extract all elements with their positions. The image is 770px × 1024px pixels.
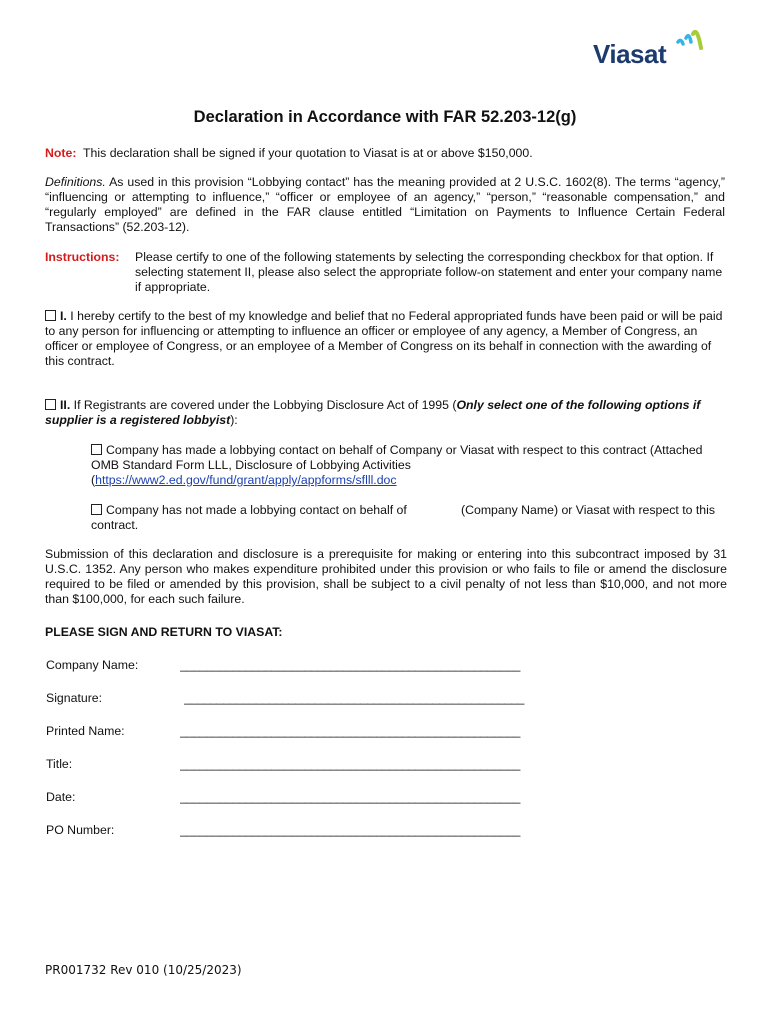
option-b-text-end: contract. (91, 518, 139, 532)
statement-2-emphasis: Only select one of the following options if supplier is a registered lobbyist (45, 398, 701, 427)
statement-2-checkbox[interactable] (45, 399, 56, 410)
instructions-label-wrap (45, 250, 135, 265)
signature-field[interactable]: ____________________________________________________ (184, 691, 525, 705)
submission-paragraph: Submission of this declaration and disclosure is a prerequisite for making or entering into this subcontract imposed by 31 U.S.C. 1352. Any person who makes expenditure prohibited under this provision or who fails to file or amend the disclosure required to be filed or amended by this provision, shall be subject to a civil penalty of not less than $10,000, and not more than $100,000, for each such failure. (45, 547, 727, 606)
definitions (45, 175, 725, 235)
document-revision: PR001732 Rev 010 (10/25/2023) (45, 963, 242, 977)
statement-1-text: I hereby certify to the best of my knowledge and belief that no Federal appropriated funds have been paid or will be paid to any person for influencing or attempting to influence an officer or employee of any agency, a Member of Congress, an officer or employee of Congress, or an employee of a Member of Congress on its behalf in connection with the awarding of this contract. (45, 309, 723, 368)
option-a (91, 443, 727, 488)
date-label: Date: (46, 790, 76, 804)
title-label: Title: (46, 757, 73, 771)
logo-signal-icon (675, 26, 705, 56)
printed-name-label: Printed Name: (46, 724, 125, 738)
note-label: Note: (45, 146, 77, 160)
company-name-label: Company Name: (46, 658, 139, 672)
page-title: Declaration in Accordance with FAR 52.203-12(g) (193, 108, 577, 126)
statement-2 (45, 398, 727, 428)
viasat-logo (593, 26, 711, 69)
date-field[interactable]: ____________________________________________________ (180, 790, 521, 804)
statement-2-numeral: II. (60, 398, 71, 412)
option-b-checkbox[interactable] (91, 504, 102, 515)
logo-wordmark: Viasat (593, 39, 667, 69)
note (45, 146, 735, 161)
printed-name-field[interactable]: ____________________________________________________ (180, 724, 521, 738)
sign-heading: PLEASE SIGN AND RETURN TO VIASAT: (45, 625, 283, 639)
statement-2-tail: ): (230, 413, 238, 427)
option-a-link-open: ( (91, 473, 96, 487)
definitions-label: Definitions. (45, 175, 106, 189)
po-number-field[interactable]: ____________________________________________________ (180, 823, 521, 837)
instructions-text: Please certify to one of the following statements by selecting the corresponding checkbox for that option. If selecting statement II, please also select the appropriate follow-on statement and enter your company name if appropriate. (135, 250, 723, 294)
option-b-start (91, 503, 451, 518)
po-number-label: PO Number: (46, 823, 115, 837)
sflll-form-link[interactable]: https://www2.ed.gov/fund/grant/apply/appforms/sflll.doc (95, 473, 397, 487)
statement-1 (45, 309, 727, 369)
statement-1-numeral: I. (60, 309, 67, 323)
company-name-field[interactable]: ____________________________________________________ (180, 658, 521, 672)
option-b-text-after: (Company Name) or Viasat with respect to this (461, 503, 716, 517)
note-text: This declaration shall be signed if your quotation to Viasat is at or above $150,000. (83, 146, 533, 160)
definitions-text: As used in this provision “Lobbying contact” has the meaning provided at 2 U.S.C. 1602(8). The terms “agency,” “influencing or attempting to influence,” “officer or employee of an agency,” “person,” “reasonable compensation,” and “regularly employed” are defined in the FAR clause entitled “Limitation on Payments to Influence Certain Federal Transactions” (52.203-12). (45, 175, 725, 234)
option-b-text-before: Company has not made a lobbying contact on behalf of (106, 503, 407, 517)
instructions-label: Instructions: (45, 250, 120, 264)
statement-2-text: If Registrants are covered under the Lobbying Disclosure Act of 1995 ( (73, 398, 457, 412)
option-a-checkbox[interactable] (91, 444, 102, 455)
signature-label: Signature: (46, 691, 103, 705)
title-field[interactable]: ____________________________________________________ (180, 757, 521, 771)
option-a-text: Company has made a lobbying contact on behalf of Company or Viasat with respect to this contract (Attached OMB Standard Form LLL, Disclosure of Lobbying Activities (91, 443, 703, 472)
statement-1-checkbox[interactable] (45, 310, 56, 321)
